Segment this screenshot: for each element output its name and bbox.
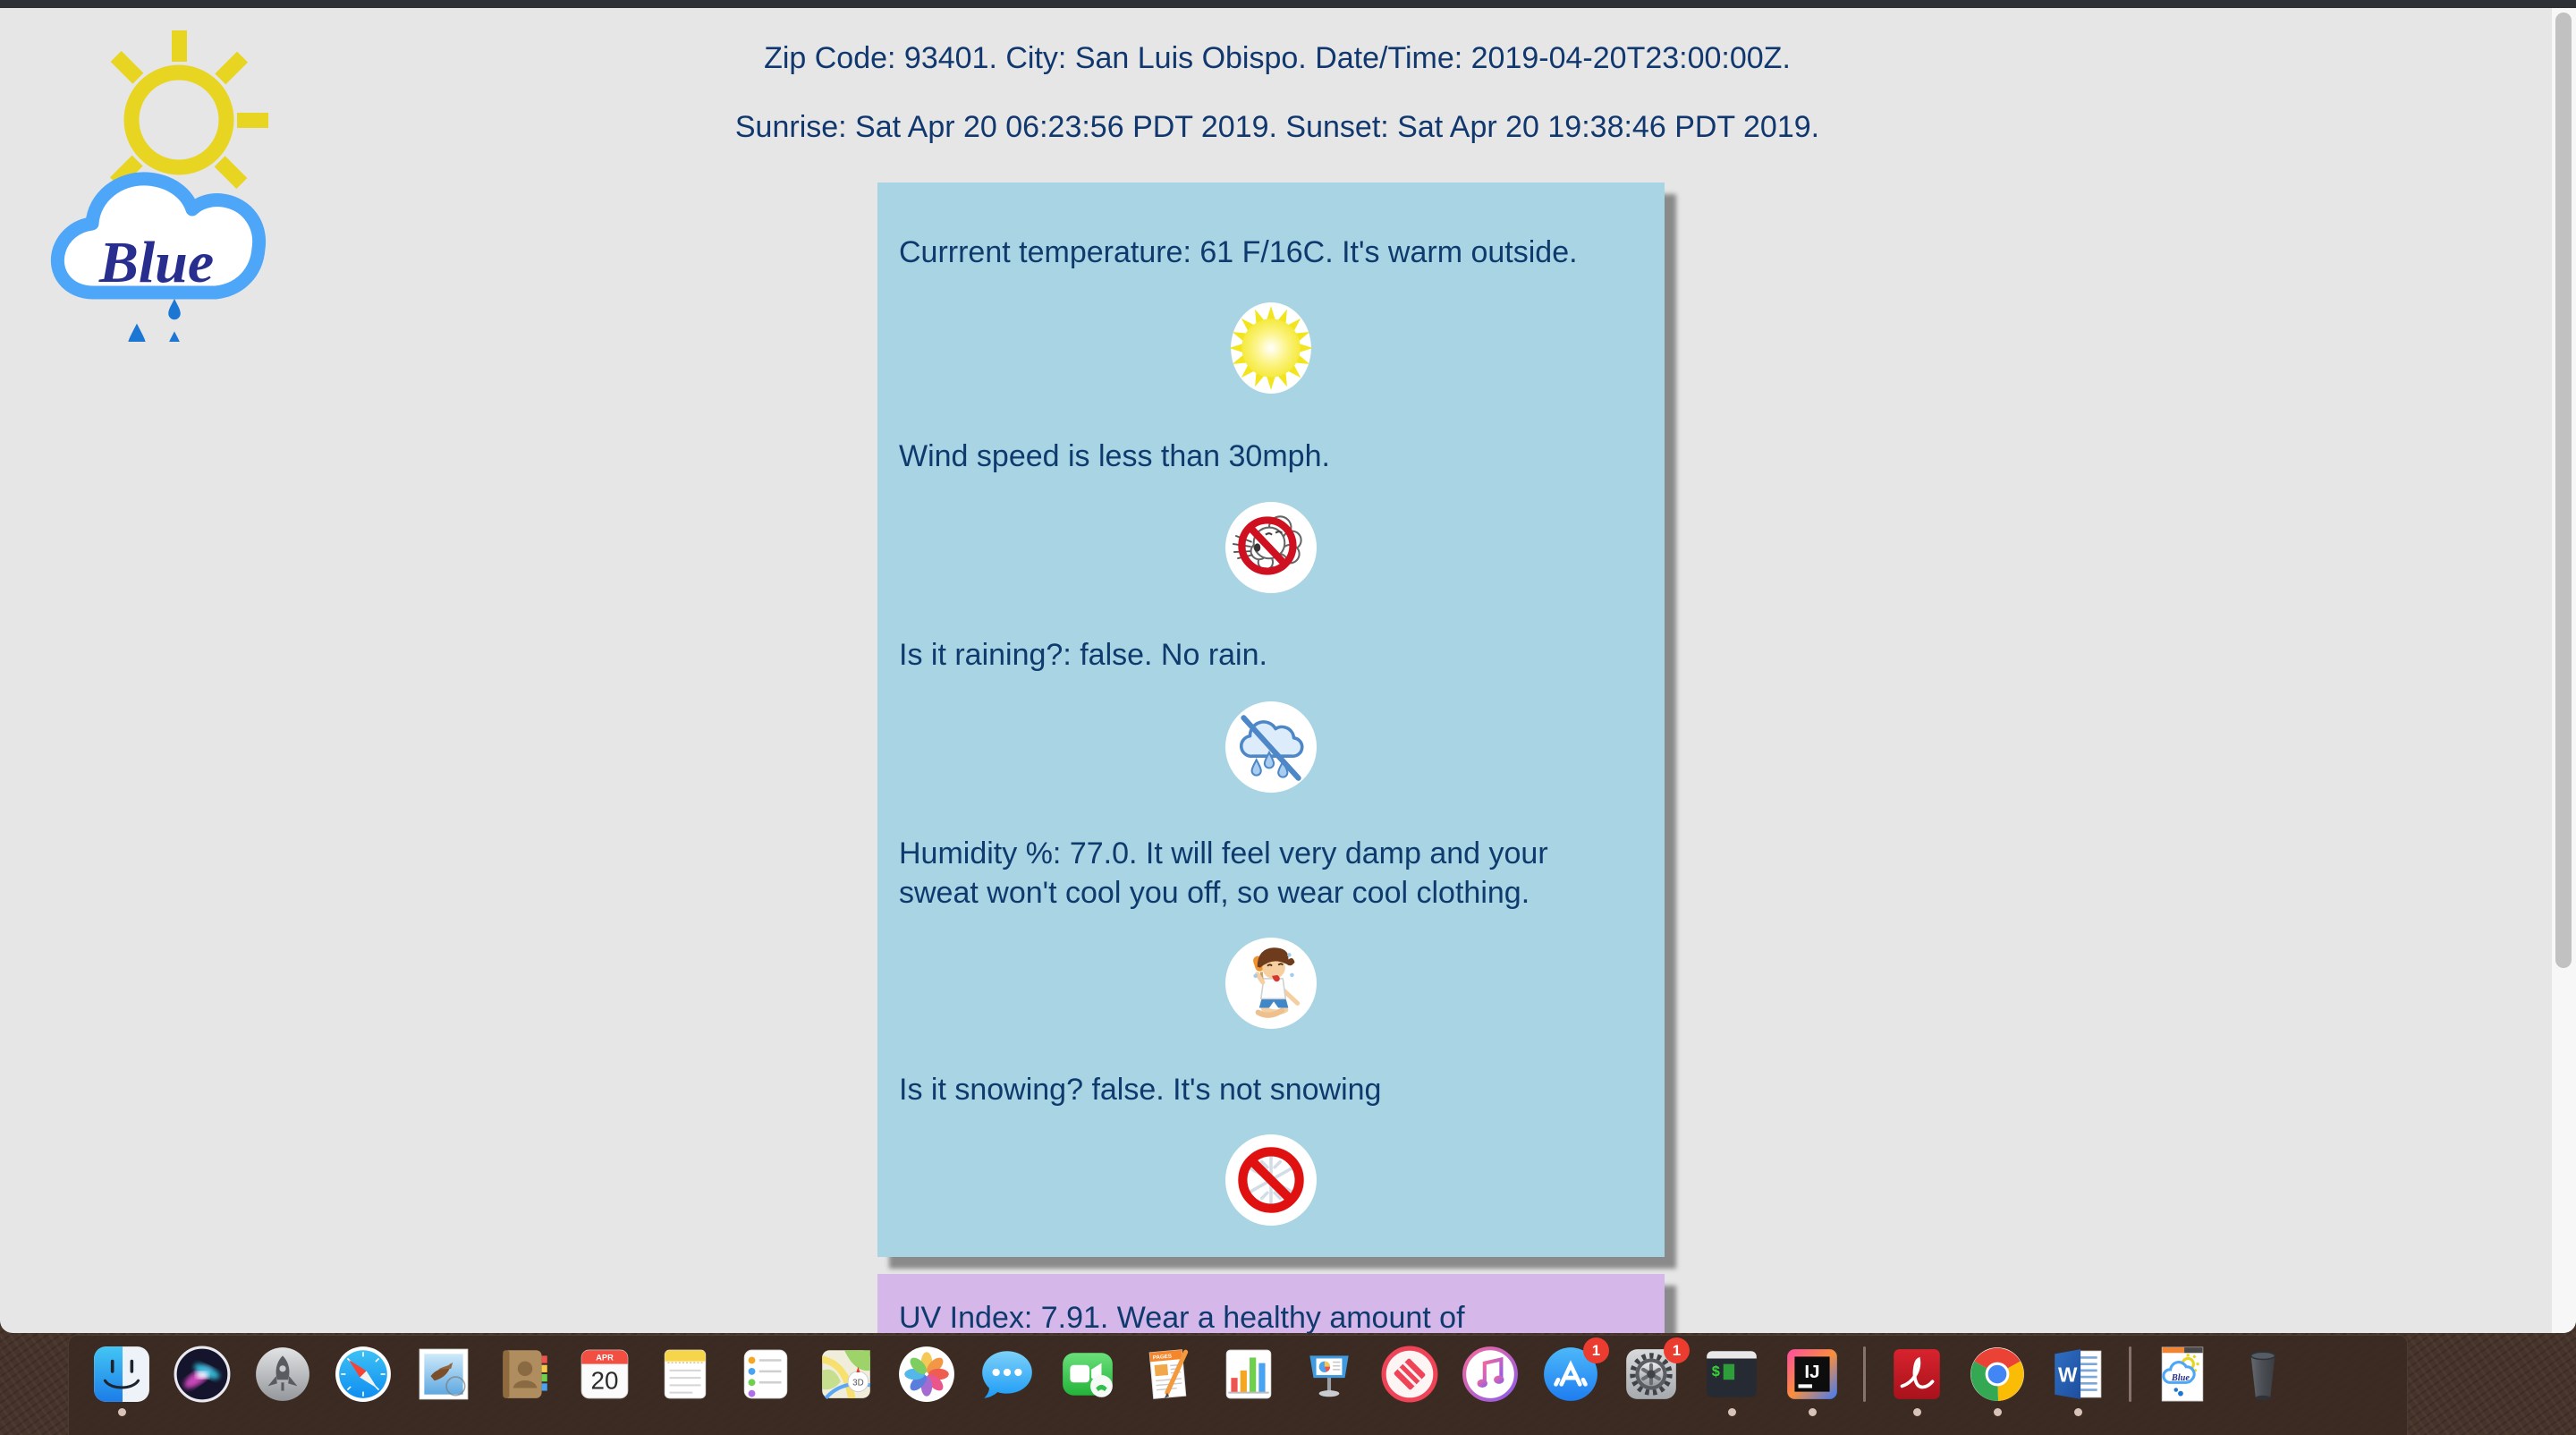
trash-icon[interactable] [2233, 1345, 2292, 1404]
no-snow-icon [877, 1134, 1665, 1226]
itunes-icon[interactable] [1461, 1345, 1520, 1404]
acrobat-icon[interactable] [1887, 1345, 1946, 1404]
word-icon[interactable] [2048, 1345, 2107, 1404]
word-label: W [2057, 1363, 2078, 1387]
wind-text: Wind speed is less than 30mph. [899, 439, 1330, 473]
intellij-idea-icon[interactable] [1783, 1345, 1842, 1404]
finder-icon[interactable] [92, 1345, 151, 1404]
siri-icon[interactable] [173, 1345, 232, 1404]
notes-icon[interactable] [656, 1345, 715, 1404]
terminal-running-dot [1728, 1408, 1736, 1416]
uv-card [877, 1274, 1665, 1333]
rain-drops [128, 299, 182, 342]
calendar-month-label: APR [596, 1353, 614, 1363]
chrome-running-dot [1994, 1408, 2002, 1416]
weather-card [877, 183, 1665, 1257]
sunrise-sunset-text: Sunrise: Sat Apr 20 06:23:56 PDT 2019. Sunset: Sat Apr 20 19:38:46 PDT 2019. [734, 110, 1820, 144]
no-rain-icon [877, 701, 1665, 793]
chrome-icon[interactable] [1968, 1345, 2027, 1404]
intellij-label: IJ [1804, 1362, 1820, 1383]
pages-label: PAGES [1152, 1353, 1173, 1362]
no-wind-icon [877, 502, 1665, 593]
rain-text: Is it raining?: false. No rain. [899, 638, 1267, 672]
sun-icon [877, 302, 1665, 394]
facetime-icon[interactable] [1058, 1345, 1117, 1404]
app-store-badge: 1 [1583, 1337, 1609, 1363]
snow-text: Is it snowing? false. It's not snowing [899, 1073, 1382, 1107]
messages-icon[interactable] [978, 1345, 1037, 1404]
uv-index-text: UV Index: 7.91. Wear a healthy amount of [899, 1301, 1465, 1333]
terminal-prompt-label: $ [1711, 1363, 1721, 1381]
humidity-text: Humidity %: 77.0. It will feel very damp and your sweat won't cool you off, so wear cool clothing. [899, 836, 1548, 911]
safari-icon[interactable] [334, 1345, 393, 1404]
news-icon[interactable] [1380, 1345, 1439, 1404]
terminal-icon[interactable] [1702, 1345, 1761, 1404]
page-scrollbar-track[interactable] [2552, 8, 2576, 1333]
sweating-person-icon [877, 938, 1665, 1029]
maps-icon[interactable] [817, 1345, 876, 1404]
app-store-icon[interactable] [1541, 1341, 1601, 1404]
intellij-running-dot [1809, 1408, 1817, 1416]
blue-weather-document-icon[interactable] [2153, 1345, 2212, 1404]
photos-icon[interactable] [897, 1345, 956, 1404]
system-preferences-badge: 1 [1664, 1337, 1690, 1363]
launchpad-icon[interactable] [253, 1345, 312, 1404]
dock-separator [1863, 1346, 1866, 1402]
maps-3d-label: 3D [852, 1378, 864, 1388]
contacts-icon[interactable] [495, 1345, 554, 1404]
system-preferences-icon[interactable] [1622, 1341, 1682, 1404]
dock-separator [2129, 1346, 2131, 1402]
blue-doc-label: Blue [2171, 1373, 2190, 1384]
keynote-icon[interactable] [1300, 1345, 1359, 1404]
temperature-text: Currrent temperature: 61 F/16C. It's warm outside. [899, 235, 1578, 269]
calendar-day-label: 20 [590, 1366, 619, 1395]
word-running-dot [2074, 1408, 2082, 1416]
finder-running-dot [118, 1408, 126, 1416]
reminders-icon[interactable] [736, 1345, 795, 1404]
mail-icon[interactable] [414, 1345, 473, 1404]
calendar-icon[interactable] [575, 1345, 634, 1404]
dock [68, 1335, 2408, 1435]
logo-brand-text: Blue [98, 230, 215, 295]
acrobat-running-dot [1913, 1408, 1921, 1416]
pages-icon[interactable] [1139, 1345, 1198, 1404]
page-scrollbar-thumb[interactable] [2555, 13, 2572, 968]
numbers-icon[interactable] [1219, 1345, 1278, 1404]
browser-top-bar [0, 0, 2576, 8]
location-datetime-text: Zip Code: 93401. City: San Luis Obispo. Date/Time: 2019-04-20T23:00:00Z. [764, 41, 1791, 75]
